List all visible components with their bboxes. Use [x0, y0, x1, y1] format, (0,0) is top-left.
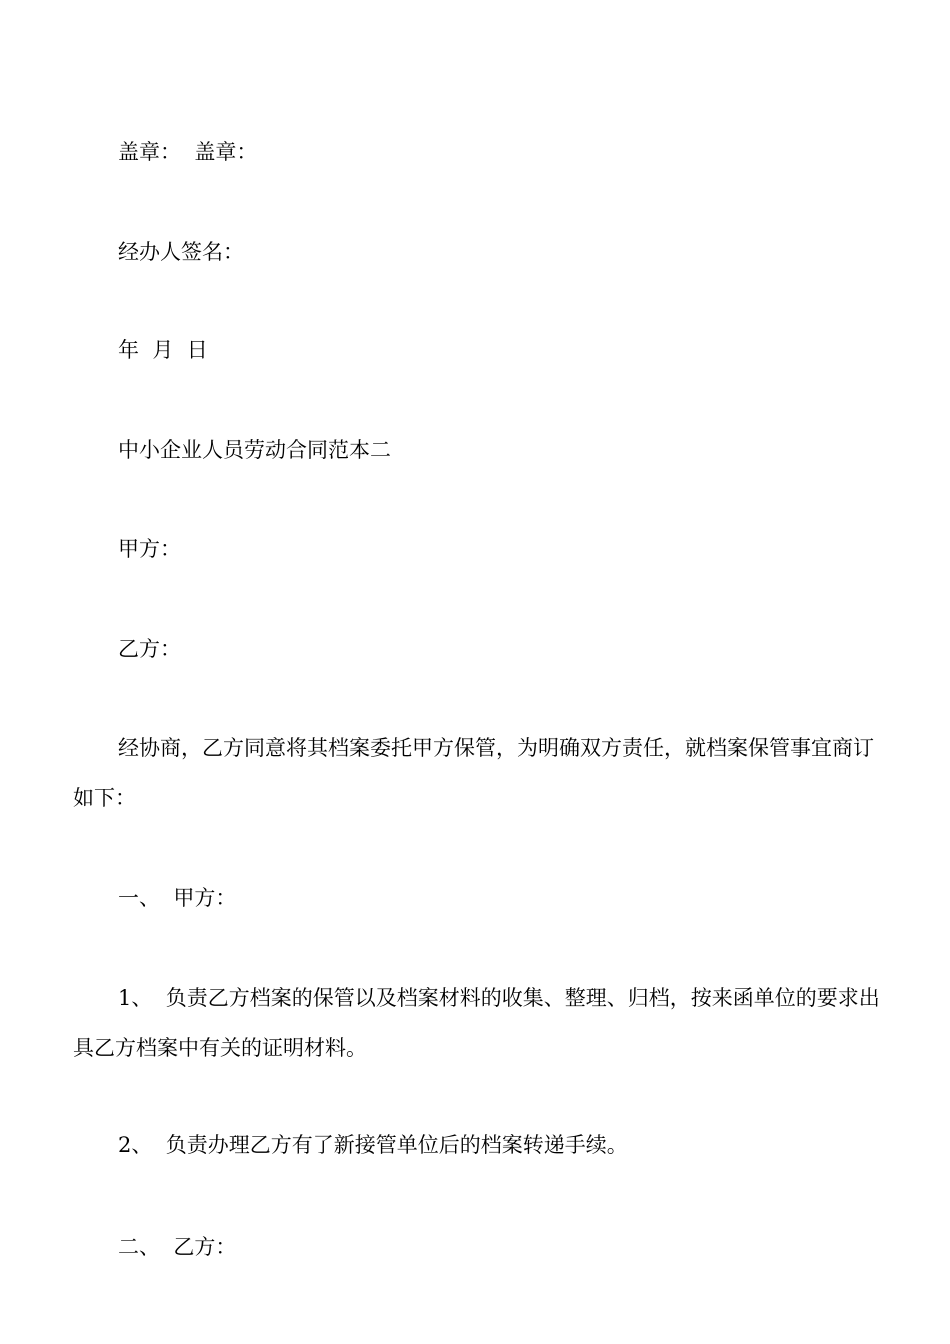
handler-signature-line: 经办人签名： — [118, 240, 244, 264]
party-b-line: 乙方： — [118, 637, 181, 661]
agreement-intro-paragraph: 经协商，乙方同意将其档案委托甲方保管，为明确双方责任，就档案保管事宜商订如下： — [73, 736, 874, 810]
party-a-line: 甲方： — [118, 537, 181, 561]
clause-two-paragraph: 2、 负责办理乙方有了新接管单位后的档案转递手续。 — [118, 1133, 628, 1157]
clause-one-paragraph: 1、 负责乙方档案的保管以及档案材料的收集、整理、归档，按来函单位的要求出具乙方档案中有关的证明材料。 — [73, 986, 880, 1060]
date-line: 年 月 日 — [118, 338, 208, 362]
seal-line: 盖章： 盖章： — [118, 140, 258, 164]
section-two-heading: 二、 乙方： — [118, 1235, 237, 1259]
section-one-heading: 一、 甲方： — [118, 886, 237, 910]
document-title: 中小企业人员劳动合同范本二 — [118, 438, 391, 462]
